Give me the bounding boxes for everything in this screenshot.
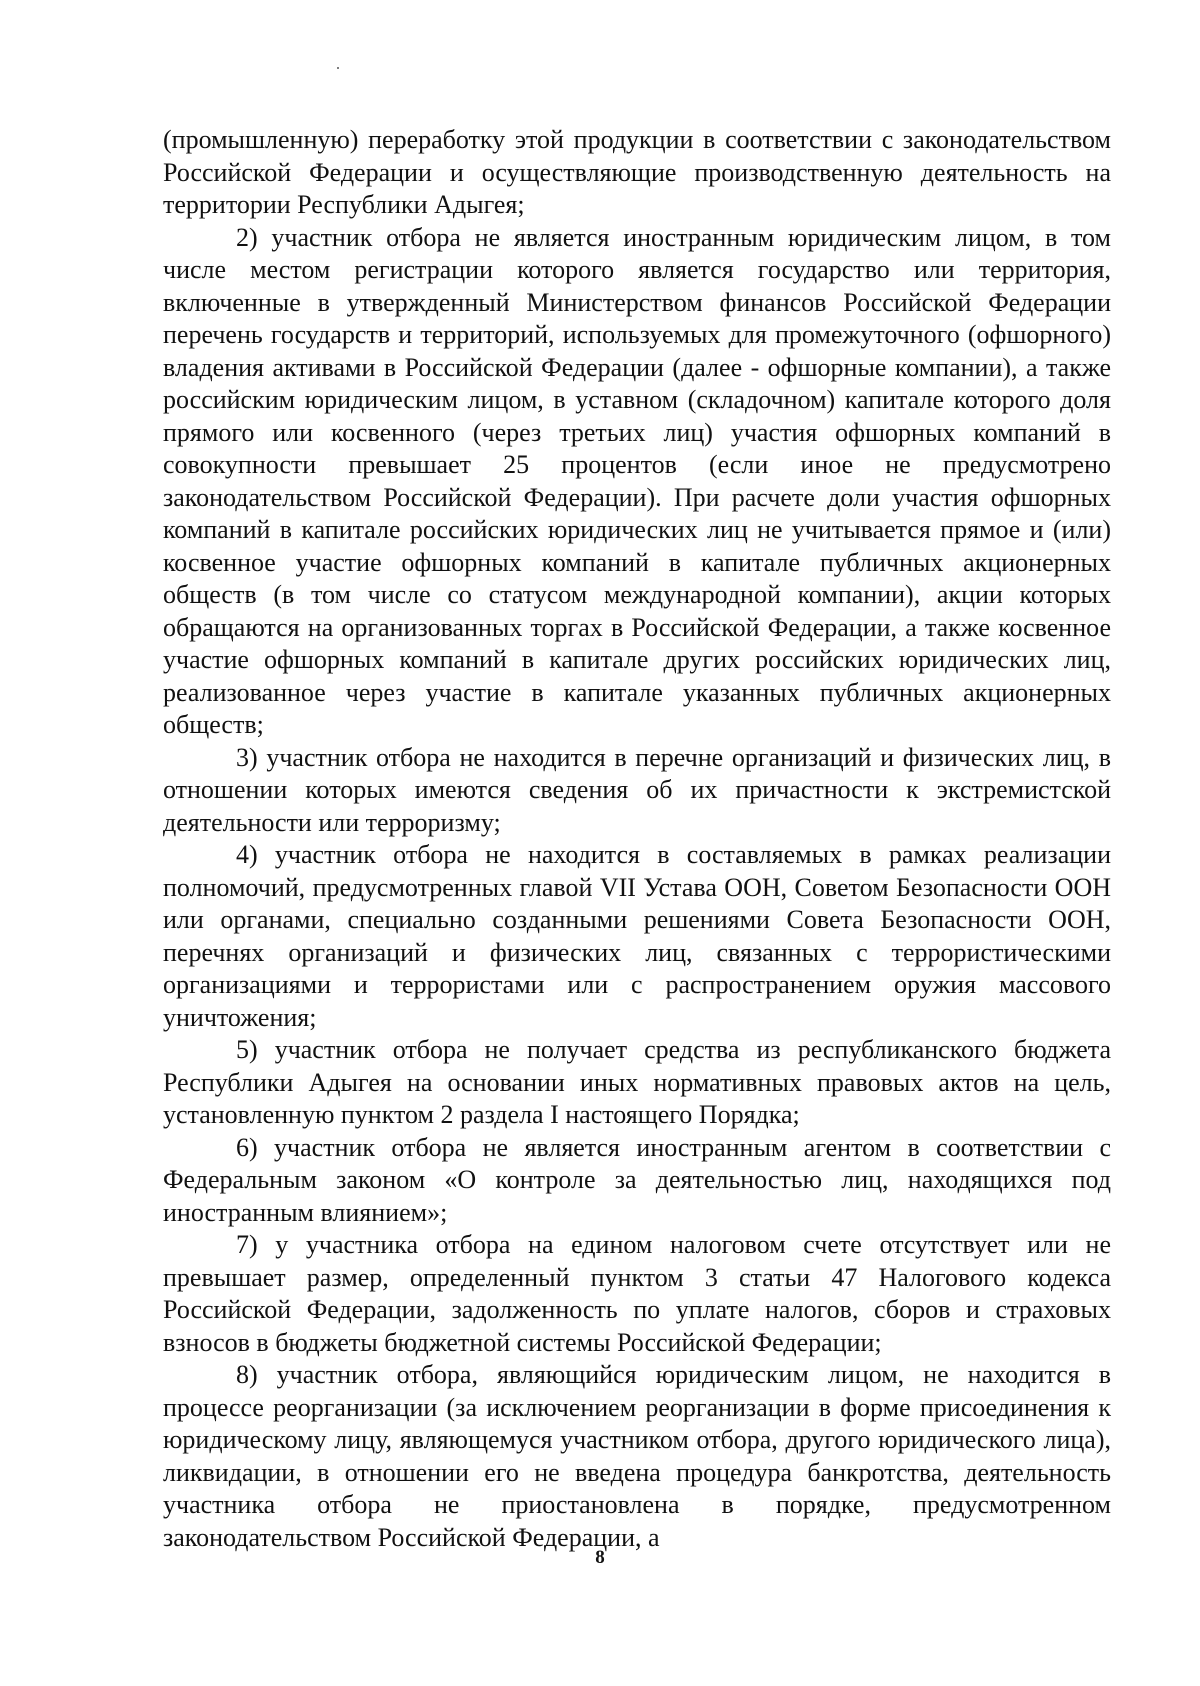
paragraph-item-8: 8) участник отбора, являющийся юридическим лицом, не находится в процессе реорганизации (за исключением реорганизации в форме присоединения к юридическому лицу, являющемуся участником отбора, другого юридического лица), ликвидации, в отношении его не введена процедура банкротства, деятельность участника отбора не приостановлена в порядке, предусмотренном законодательством Российской Федерации, а — [163, 1360, 1111, 1552]
paragraph-item-3: 3) участник отбора не находится в перечне организаций и физических лиц, в отношении которых имеются сведения об их причастности к экстремистской деятельности или терроризму; — [163, 742, 1111, 837]
paragraph-item-6: 6) участник отбора не является иностранным агентом в соответствии с Федеральным законом «О контроле за деятельностью лиц, находящихся под иностранным влиянием»; — [163, 1132, 1111, 1227]
paragraph-item-5: 5) участник отбора не получает средства из республиканского бюджета Республики Адыгея на основании иных нормативных правовых актов на цель, установленную пунктом 2 раздела I настоящего Порядка; — [163, 1035, 1111, 1129]
paragraph-continuation: (промышленную) переработку этой продукции в соответствии с законодательством Российской Федерации и осуществляющие производственную деятельность на территории Республики Адыгея; — [163, 125, 1111, 219]
scan-speck — [337, 67, 339, 69]
page-number: 8 — [595, 1547, 605, 1568]
paragraph-item-2: 2) участник отбора не является иностранным юридическим лицом, в том числе местом регистрации которого является государство или территория, включенные в утвержденный Министерством финансов Российской Федерации перечень государств и территорий, используемых для промежуточного (офшорного) владения активами в Российской Федерации (далее - офшорные компании), а также российским юридическим лицом, в уставном (складочном) капитале которого доля прямого или косвенного (через третьих лиц) участия офшорных компаний в совокупности превышает 25 процентов (если иное не предусмотрено законодательством Российской Федерации). При расчете доли участия офшорных компаний в капитале российских юридических лиц не учитывается прямое и (или) косвенное участие офшорных компаний в капитале публичных акционерных обществ (в том числе со статусом международной компании), акции которых обращаются на организованных торгах в Российской Федерации, а также косвенное участие офшорных компаний в капитале других российских юридических лиц, реализованное через участие в капитале указанных публичных акционерных обществ; — [163, 222, 1111, 739]
paragraph-item-7: 7) у участника отбора на едином налоговом счете отсутствует или не превышает размер, определенный пунктом 3 статьи 47 Налогового кодекса Российской Федерации, задолженность по уплате налогов, сборов и страховых взносов в бюджеты бюджетной системы Российской Федерации; — [163, 1230, 1111, 1357]
paragraph-item-4: 4) участник отбора не находится в составляемых в рамках реализации полномочий, предусмотренных главой VII Устава ООН, Советом Безопасности ООН или органами, специально созданными решениями Совета Безопасности ООН, перечнях организаций и физических лиц, связанных с террористическими организациями и террористами или с распространением оружия массового уничтожения; — [163, 840, 1111, 1032]
document-body — [163, 124, 1111, 1554]
